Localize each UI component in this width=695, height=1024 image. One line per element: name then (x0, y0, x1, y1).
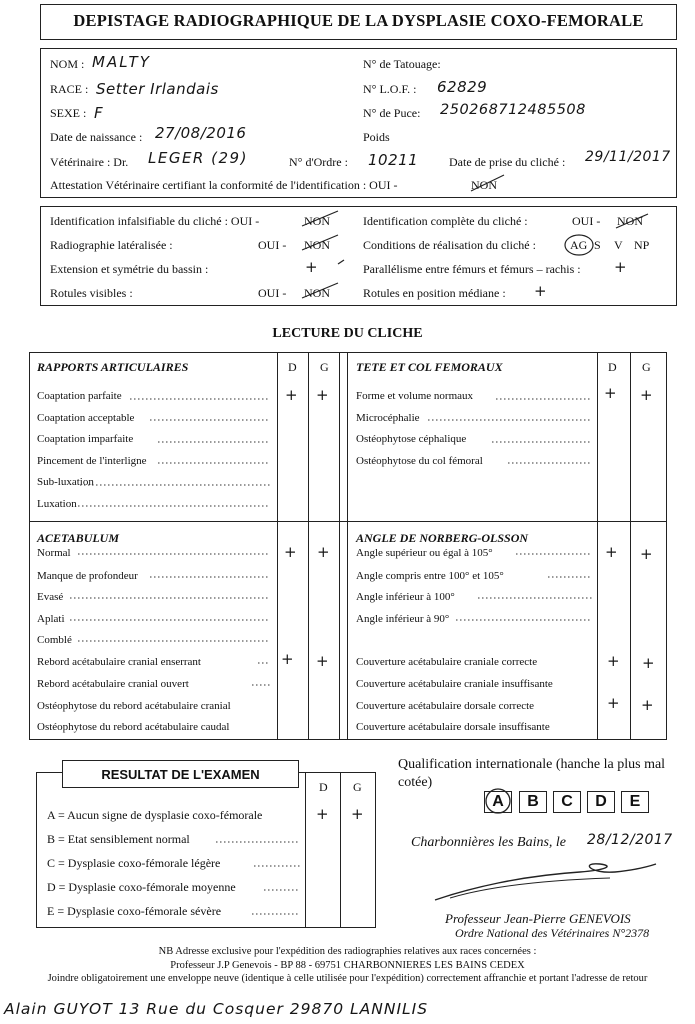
tete-row: Ostéophytose céphalique (356, 433, 467, 445)
attestation-text: Attestation Vétérinaire certifiant la conformité de l'identification : OUI - (50, 178, 398, 192)
signature-date: 28/12/2017 (587, 832, 673, 848)
angle-row: Couverture acétabulaire craniale correcte (356, 656, 538, 668)
couverture-craniale-g-mark: + (642, 654, 656, 672)
lof-label: N° L.O.F. : (363, 82, 417, 96)
normal-g-mark: + (317, 543, 331, 561)
resultat-col-d: D (319, 780, 328, 794)
grade-e: E (621, 791, 649, 813)
resultat-a-g-mark: + (351, 805, 365, 823)
acetabulum-row: Manque de profondeur (37, 570, 138, 582)
rebord-enserrant-g-mark: + (316, 652, 330, 670)
grade-b: B (519, 791, 547, 813)
acetabulum-row: Evasé (37, 591, 64, 603)
resultat-col-g: G (353, 780, 362, 794)
identification-infalsifiable-label: Identification infalsifiable du cliché : OUI - (50, 214, 260, 228)
rotules-mediane-mark: + (534, 282, 548, 300)
tatouage-label: N° de Tatouage: (363, 57, 441, 71)
puce-label: N° de Puce: (363, 106, 421, 120)
coaptation-parfaite-g-mark: + (316, 386, 330, 404)
conditions-strike-marks (296, 208, 346, 304)
rapports-title: RAPPORTS ARTICULAIRES (37, 360, 189, 374)
resultat-dot-leaders (40, 820, 304, 920)
lecture-divider (630, 352, 631, 740)
angle-row: Angle supérieur ou égal à 105° (356, 547, 493, 559)
forme-normaux-g-mark: + (640, 386, 654, 404)
acetabulum-dot-leaders (30, 540, 276, 700)
conditions-realisation-label: Conditions de réalisation du cliché : (363, 238, 536, 252)
ordre-label: N° d'Ordre : (289, 155, 348, 169)
radiographie-non: NON (304, 238, 330, 252)
resultat-divider (305, 772, 306, 928)
extension-mark: + (305, 258, 319, 276)
veterinaire-value: LEGER (29) (148, 149, 248, 167)
resultat-a-d-mark: + (316, 805, 330, 823)
parallelisme-label: Parallélisme entre fémurs et fémurs – rachis : (363, 262, 581, 276)
resultat-item: D = Dysplasie coxo-fémorale moyenne (47, 880, 236, 894)
couverture-craniale-d-mark: + (607, 652, 621, 670)
grade-a: A (484, 791, 512, 813)
lecture-divider (339, 352, 340, 740)
lecture-divider (277, 352, 278, 740)
lecture-col-d-right: D (608, 360, 617, 374)
angle-dot-leaders (348, 540, 596, 630)
tete-dot-leaders (348, 380, 596, 470)
signature-graphic (430, 858, 660, 908)
rapport-row: Pincement de l'interligne (37, 455, 147, 467)
sexe-label: SEXE : (50, 106, 87, 120)
signer-name: Professeur Jean-Pierre GENEVOIS (445, 911, 631, 926)
cond-s: S (594, 238, 601, 252)
lecture-section-divider (29, 521, 667, 522)
lecture-divider (597, 352, 598, 740)
footer-line-2: Professeur J.P Genevois - BP 88 - 69751 CHARBONNIERES LES BAINS CEDEX (170, 960, 525, 971)
lecture-col-d: D (288, 360, 297, 374)
lecture-divider (308, 352, 309, 740)
footer-line-1: NB Adresse exclusive pour l'expédition des radiographies relatives aux races concernées : (158, 946, 537, 957)
race-label: RACE : (50, 82, 89, 96)
handwritten-return-address: Alain GUYOT 13 Rue du Cosquer 29870 LANNILIS (4, 1000, 429, 1018)
page-title: DEPISTAGE RADIOGRAPHIQUE DE LA DYSPLASIE COXO-FEMORALE (73, 11, 644, 30)
puce-value: 250268712485508 (440, 102, 586, 118)
rapport-row: Coaptation imparfaite (37, 433, 134, 445)
coaptation-parfaite-d-mark: + (285, 386, 299, 404)
naissance-value: 27/08/2016 (155, 124, 247, 142)
rotules-non: NON (304, 286, 330, 300)
angle-sup-g-mark: + (640, 545, 654, 563)
resultat-item: C = Dysplasie coxo-fémorale légère (47, 856, 221, 870)
acetabulum-row: Aplati (37, 613, 65, 625)
resultat-divider (340, 772, 341, 928)
acetabulum-row: Ostéophytose du rebord acétabulaire caudal (37, 721, 230, 733)
tete-row: Microcéphalie (356, 412, 420, 424)
acetabulum-title: ACETABULUM (37, 531, 120, 545)
identification-infalsifiable-non: NON (304, 214, 330, 228)
qualification-label: Qualification internationale (hanche la plus mal cotée) (398, 757, 666, 790)
rotules-oui: OUI - (258, 286, 287, 300)
rotules-visibles-label: Rotules visibles : (50, 286, 133, 300)
angle-row: Angle compris entre 100° et 105° (356, 570, 504, 582)
cond-ag-circle-mark (563, 232, 597, 258)
couverture-dorsale-d-mark: + (607, 694, 621, 712)
identification-complete-label: Identification complète du cliché : (363, 214, 528, 228)
angle-sup-d-mark: + (605, 543, 619, 561)
tete-title: TETE ET COL FEMORAUX (356, 360, 503, 374)
grade-d: D (587, 791, 615, 813)
acetabulum-row: Rebord acétabulaire cranial enserrant (37, 656, 201, 668)
rapport-row: Coaptation parfaite (37, 390, 122, 402)
rapport-dot-leaders (30, 380, 276, 510)
rapport-row: Sub-luxation (37, 476, 94, 488)
place-date-label: Charbonnières les Bains, le (411, 835, 567, 850)
tete-row: Forme et volume normaux (356, 390, 474, 402)
couverture-dorsale-g-mark: + (641, 696, 655, 714)
acetabulum-row: Ostéophytose du rebord acétabulaire cranial (37, 700, 231, 712)
forme-normaux-d-mark: + (604, 384, 618, 402)
nom-label: NOM : (50, 57, 85, 71)
naissance-label: Date de naissance : (50, 130, 143, 144)
lecture-col-g-right: G (642, 360, 651, 374)
acetabulum-row: Rebord acétabulaire cranial ouvert (37, 678, 189, 690)
angle-row: Couverture acétabulaire craniale insuffisante (356, 678, 553, 690)
cond-v: V (614, 238, 623, 252)
resultat-item: B = Etat sensiblement normal (47, 832, 190, 846)
parallelisme-mark: + (614, 258, 628, 276)
signer-order: Ordre National des Vétérinaires N°2378 (455, 926, 650, 940)
nom-value: MALTY (92, 53, 151, 71)
angle-title: ANGLE DE NORBERG-OLSSON (356, 531, 529, 545)
footer-line-3: Joindre obligatoirement une enveloppe neuve (identique à celle utilisée pour l'expédition) correctement affranchie et portant l'adresse de retour (47, 973, 648, 984)
rebord-enserrant-d-mark: + (281, 650, 295, 668)
identification-complete-strike-mark (612, 210, 652, 232)
prise-label: Date de prise du cliché : (449, 155, 566, 169)
angle-row: Angle inférieur à 100° (356, 591, 455, 603)
acetabulum-row: Normal (37, 547, 71, 559)
attestation-strike-mark (468, 172, 508, 194)
sexe-value: F (94, 104, 104, 122)
tete-row: Ostéophytose du col fémoral (356, 455, 483, 467)
attestation-non: NON (471, 178, 497, 192)
identification-complete-oui: OUI - (572, 214, 601, 228)
lecture-col-g: G (320, 360, 329, 374)
normal-d-mark: + (284, 543, 298, 561)
veterinaire-label: Vétérinaire : Dr. (50, 155, 129, 169)
resultat-item: E = Dysplasie coxo-fémorale sévère (47, 904, 222, 918)
cond-np: NP (634, 238, 650, 252)
radiographie-oui: OUI - (258, 238, 287, 252)
angle-row: Couverture acétabulaire dorsale insuffisante (356, 721, 550, 733)
poids-label: Poids (363, 130, 390, 144)
prise-value: 29/11/2017 (585, 149, 671, 165)
angle-row: Couverture acétabulaire dorsale correcte (356, 700, 535, 712)
acetabulum-row: Comblé (37, 634, 72, 646)
angle-row: Angle inférieur à 90° (356, 613, 450, 625)
cond-ag: AG (570, 238, 588, 252)
selected-grade-circle-mark (484, 787, 514, 817)
rapport-row: Coaptation acceptable (37, 412, 135, 424)
identification-complete-non: NON (617, 214, 643, 228)
lecture-title: LECTURE DU CLICHE (272, 326, 423, 341)
rotules-mediane-label: Rotules en position médiane : (363, 286, 506, 300)
rapport-row: Luxation (37, 498, 77, 510)
extension-symetrie-label: Extension et symétrie du bassin : (50, 262, 209, 276)
grade-c: C (553, 791, 581, 813)
radiographie-lateralisee-label: Radiographie latéralisée : (50, 238, 173, 252)
lof-value: 62829 (437, 78, 488, 96)
resultat-title: RESULTAT DE L'EXAMEN (101, 767, 260, 782)
ordre-value: 10211 (368, 151, 419, 169)
resultat-item: A = Aucun signe de dysplasie coxo-fémorale (47, 808, 263, 822)
race-value: Setter Irlandais (96, 80, 219, 98)
